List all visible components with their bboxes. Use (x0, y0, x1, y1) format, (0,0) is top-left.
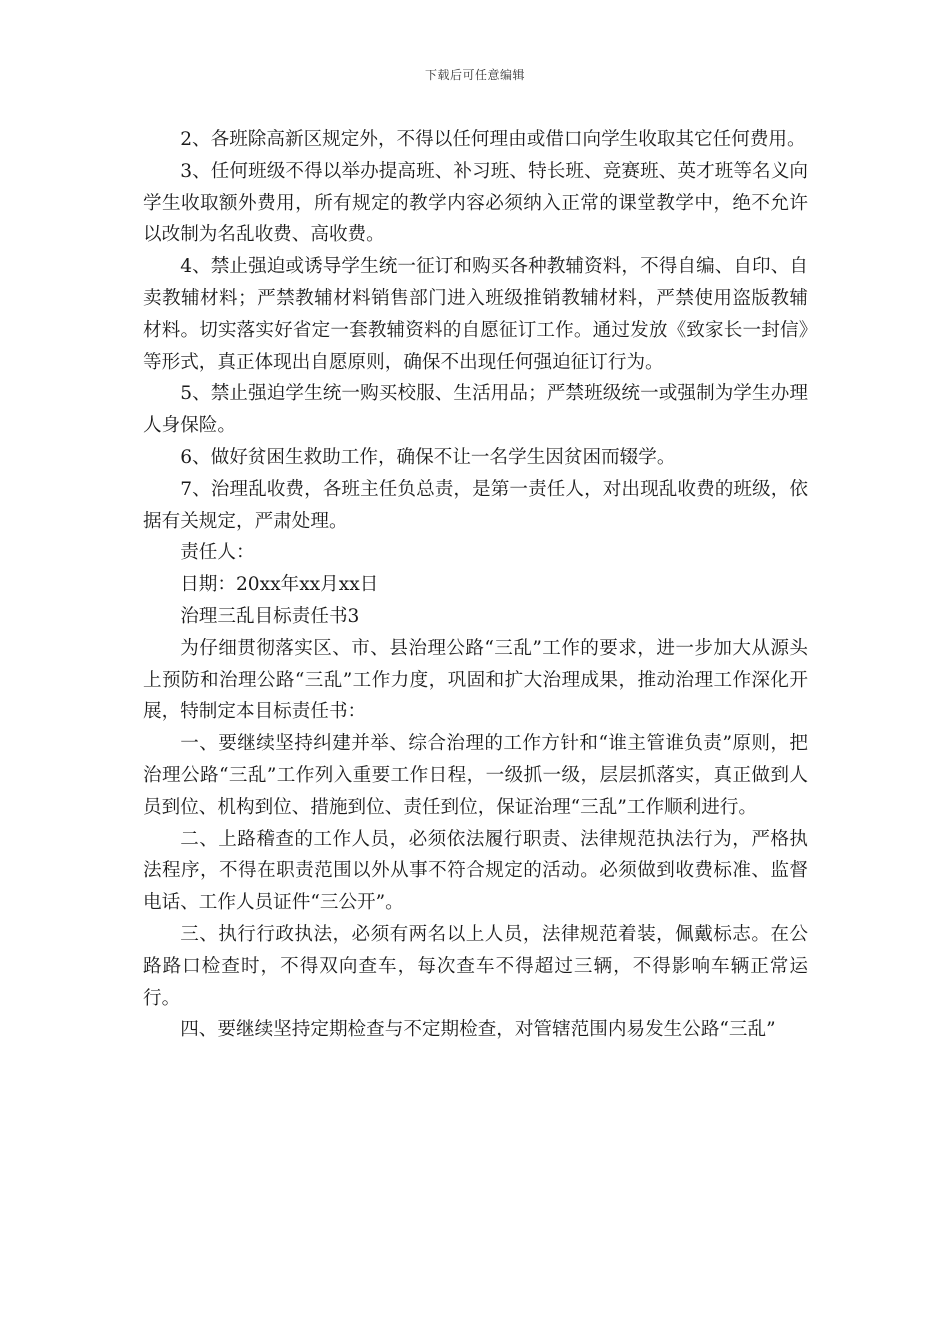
paragraph-section-one: 一、要继续坚持纠建并举、综合治理的工作方针和“谁主管谁负责”原则，把治理公路“三乱”工作列入重要工作日程，一级抓一级，层层抓落实，真正做到人员到位、机构到位、措施到位、责任到位，保证治理“三乱”工作顺利进行。 (143, 733, 808, 818)
paragraph-item-2: 2、各班除高新区规定外，不得以任何理由或借口向学生收取其它任何费用。 (180, 129, 806, 150)
paragraph-item-4: 4、禁止强迫或诱导学生统一征订和购买各种教辅资料，不得自编、自印、自卖教辅材料；严禁教辅材料销售部门进入班级推销教辅材料，严禁使用盗版教辅材料。切实落实好省定一套教辅资料的自愿征订工作。通过发放《致家长一封信》等形式，真正体现出自愿原则，确保不出现任何强迫征订行为。 (143, 256, 808, 373)
paragraph-section-two: 二、上路稽查的工作人员，必须依法履行职责、法律规范执法行为，严格执法程序，不得在职责范围以外从事不符合规定的活动。必须做到收费标准、监督电话、工作人员证件“三公开”。 (143, 828, 808, 914)
responsible-person-line: 责任人： (180, 542, 255, 564)
paragraph-item-6: 6、做好贫困生救助工作，确保不让一名学生因贫困而辍学。 (180, 446, 676, 468)
intro-paragraph: 为仔细贯彻落实区、市、县治理公路“三乱”工作的要求，进一步加大从源头上预防和治理公路“三乱”工作力度，巩固和扩大治理成果，推动治理工作深化开展，特制定本目标责任书： (143, 637, 808, 723)
paragraph-item-3: 3、任何班级不得以举办提高班、补习班、特长班、竞赛班、英才班等名义向学生收取额外费用，所有规定的教学内容必须纳入正常的课堂教学中，绝不允许以改制为名乱收费、高收费。 (143, 160, 808, 246)
paragraph-section-three: 三、执行行政执法，必须有两名以上人员，法律规范着装，佩戴标志。在公路路口检查时，不得双向查车，每次查车不得超过三辆，不得影响车辆正常运行。 (143, 923, 808, 1009)
page-header: 下载后可任意编辑 (424, 68, 525, 82)
paragraph-item-5: 5、禁止强迫学生统一购买校服、生活用品；严禁班级统一或强制为学生办理人身保险。 (143, 383, 808, 437)
document-body (143, 124, 808, 1046)
date-line: 日期：20xx年xx月xx日 (180, 574, 379, 596)
paragraph-item-7: 7、治理乱收费，各班主任负总责，是第一责任人，对出现乱收费的班级，依据有关规定，严肃处理。 (143, 478, 808, 532)
paragraph-section-four: 四、要继续坚持定期检查与不定期检查，对管辖范围内易发生公路“三乱” (180, 1019, 776, 1041)
section-title: 治理三乱目标责任书3 (180, 605, 360, 627)
